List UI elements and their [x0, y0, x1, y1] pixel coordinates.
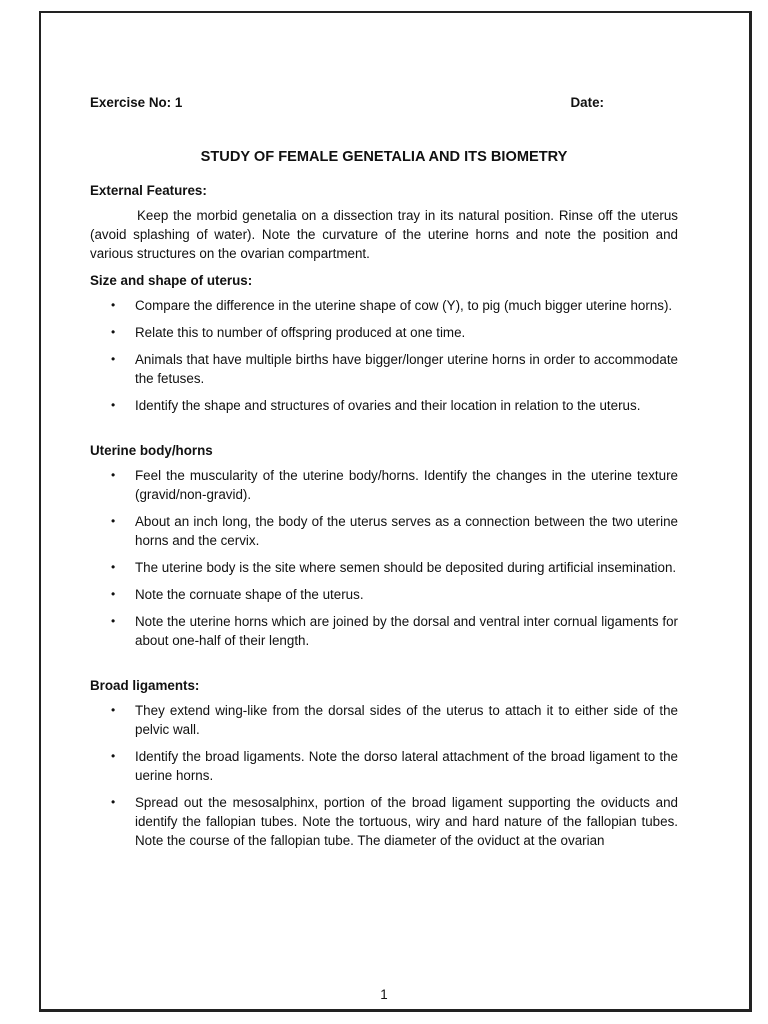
bullet-icon: •: [111, 514, 116, 528]
list-item: • Identify the broad ligaments. Note the dorso lateral attachment of the broad ligament to the uerine horns.: [111, 749, 678, 783]
bullet-icon: •: [111, 614, 116, 628]
bullet-icon: •: [111, 703, 116, 717]
bullet-icon: •: [111, 560, 116, 574]
header-row: [90, 93, 678, 112]
bullet-icon: •: [111, 587, 116, 601]
document-body: [90, 93, 678, 858]
bullet-icon: •: [111, 352, 116, 366]
page-number: 1: [380, 987, 388, 1002]
section-heading-broad-ligaments: Broad ligaments:: [90, 678, 200, 693]
size-shape-list: [90, 296, 678, 415]
uterine-body-list: [90, 466, 678, 650]
bullet-icon: •: [111, 468, 116, 482]
bullet-icon: •: [111, 398, 116, 412]
bullet-icon: •: [111, 795, 116, 809]
list-item: • Note the cornuate shape of the uterus.: [111, 587, 364, 602]
exercise-number: Exercise No: 1: [90, 95, 183, 110]
document-title: STUDY OF FEMALE GENETALIA AND ITS BIOMETRY: [200, 149, 568, 165]
list-item: • Relate this to number of offspring produced at one time.: [111, 325, 466, 340]
list-item: • Compare the difference in the uterine shape of cow (Y), to pig (much bigger uterine horns).: [111, 298, 673, 313]
list-item: • About an inch long, the body of the uterus serves as a connection between the two uterine horns and the cervix.: [111, 514, 678, 548]
section-heading-external-features: External Features:: [90, 183, 207, 198]
list-item: • Note the uterine horns which are joined by the dorsal and ventral inter cornual ligaments for about one-half of their length.: [111, 614, 678, 648]
section-heading-size-shape: Size and shape of uterus:: [90, 273, 253, 288]
list-item: • They extend wing-like from the dorsal sides of the uterus to attach it to either side of the pelvic wall.: [111, 703, 678, 737]
list-item: • Animals that have multiple births have bigger/longer uterine horns in order to accommodate the fetuses.: [111, 352, 678, 386]
list-item: • Feel the muscularity of the uterine body/horns. Identify the changes in the uterine texture (gravid/non-gravid).: [111, 468, 678, 502]
list-item: • Spread out the mesosalphinx, portion of the broad ligament supporting the oviducts and identify the fallopian tubes. Note the tortuous, wiry and hard nature of the fallopian tubes. Note the course of the fallopian tube. The diameter of the oviduct at the ovarian: [111, 795, 678, 848]
external-features-paragraph: Keep the morbid genetalia on a dissection tray in its natural position. Rinse off the uterus (avoid splashing of water). Note the curvature of the uterine horns and note the position and various structures on the ovarian compartment.: [90, 208, 678, 261]
list-item: • Identify the shape and structures of ovaries and their location in relation to the uterus.: [111, 398, 641, 413]
bullet-icon: •: [111, 749, 116, 763]
section-heading-uterine-body: Uterine body/horns: [90, 443, 213, 458]
bullet-icon: •: [111, 325, 116, 339]
broad-ligaments-list: [90, 701, 678, 850]
date-label: Date:: [570, 95, 604, 110]
list-item: • The uterine body is the site where semen should be deposited during artificial insemination.: [111, 560, 677, 575]
bullet-icon: •: [111, 298, 116, 312]
